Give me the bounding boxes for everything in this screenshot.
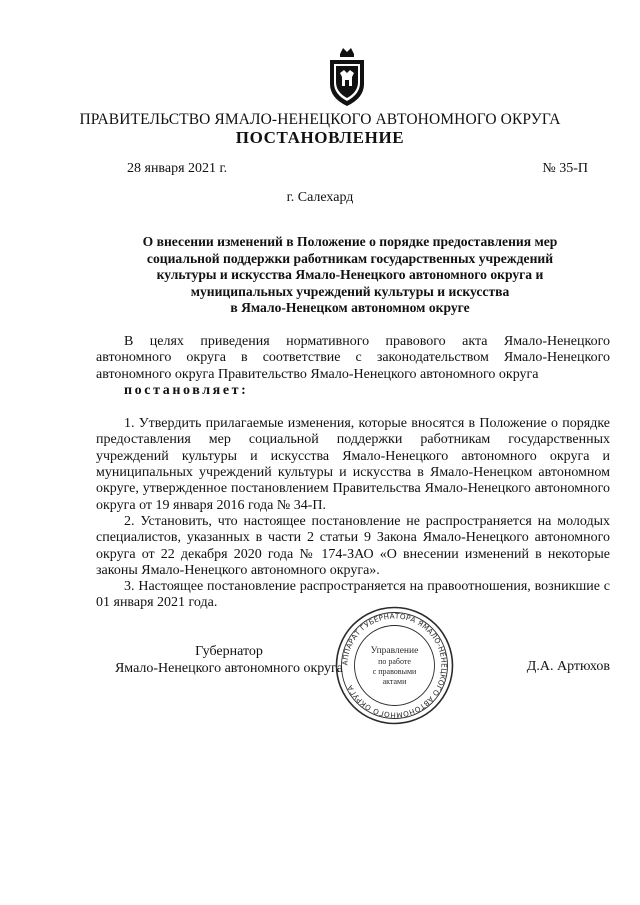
item-paragraph: 3. Настоящее постановление распространяется на правоотношения, возникшие с 01 января 2021 года.	[96, 579, 610, 611]
preamble-paragraph: В целях приведения нормативного правового акта Ямало-Ненецкого автономного округа в соответствие с законодательством Ямало-Ненецкого автономного округа Правительство Ямало-Ненецкого автономного округа	[96, 334, 610, 382]
stamp-text-line: по работе	[378, 657, 411, 666]
document-type: ПОСТАНОВЛЕНИЕ	[235, 128, 405, 147]
official-stamp	[332, 603, 457, 728]
item-paragraph: 2. Установить, что настоящее постановление не распространяется на молодых специалистов, указанных в части 2 статьи 9 Закона Ямало-Ненецкого автономного округа от 22 декабря 2020 года № 174-ЗАО «О внесении изменений в некоторые законы Ямало-Ненецкого автономного округа».	[96, 513, 610, 578]
subject-line: муниципальных учреждений культуры и искусства	[190, 283, 510, 299]
stamp-text-line: с правовыми	[372, 667, 417, 676]
document-subject	[90, 234, 610, 317]
coat-of-arms-icon	[327, 46, 367, 108]
subject-line: в Ямало-Ненецком автономном округе	[230, 300, 470, 316]
subject-line: социальной поддержки работникам государственных учреждений	[146, 250, 554, 266]
stamp-text-line: актами	[382, 677, 407, 686]
signatory-position	[99, 643, 359, 677]
signatory-position-line: Губернатор	[195, 644, 263, 659]
stamp-text-line: Управление	[370, 646, 419, 656]
document-body	[96, 334, 610, 612]
subject-line: О внесении изменений в Положение о порядке предоставления мер	[142, 234, 558, 249]
stamp-ring-text: АППАРАТ ГУБЕРНАТОРА ЯМАЛО-НЕНЕЦКОГО АВТОНОМНОГО ОКРУГА	[340, 611, 449, 720]
document-date: 28 января 2021 г.	[127, 161, 228, 176]
subject-line: культуры и искусства Ямало-Ненецкого автономного округа и	[156, 267, 544, 283]
document-number: № 35-П	[542, 161, 588, 176]
government-title: ПРАВИТЕЛЬСТВО ЯМАЛО-НЕНЕЦКОГО АВТОНОМНОГО ОКРУГА	[79, 111, 561, 128]
signatory-position-line: Ямало-Ненецкого автономного округа	[114, 661, 344, 676]
document-place: г. Салехард	[286, 190, 354, 205]
signatory-name: Д.А. Артюхов	[526, 659, 610, 674]
item-paragraph: 1. Утвердить прилагаемые изменения, которые вносятся в Положение о порядке предоставления мер социальной поддержки работникам государственных учреждений культуры и искусства Ямало-Ненецкого автономного округа и муниципальных учреждений культуры и искусства в Ямало-Ненецком автономном округе, утвержденное постановлением Правительства Ямало-Ненецкого автономного округа от 19 января 2016 года № 34-П.	[96, 416, 610, 513]
decree-word: постановляет:	[124, 382, 249, 398]
